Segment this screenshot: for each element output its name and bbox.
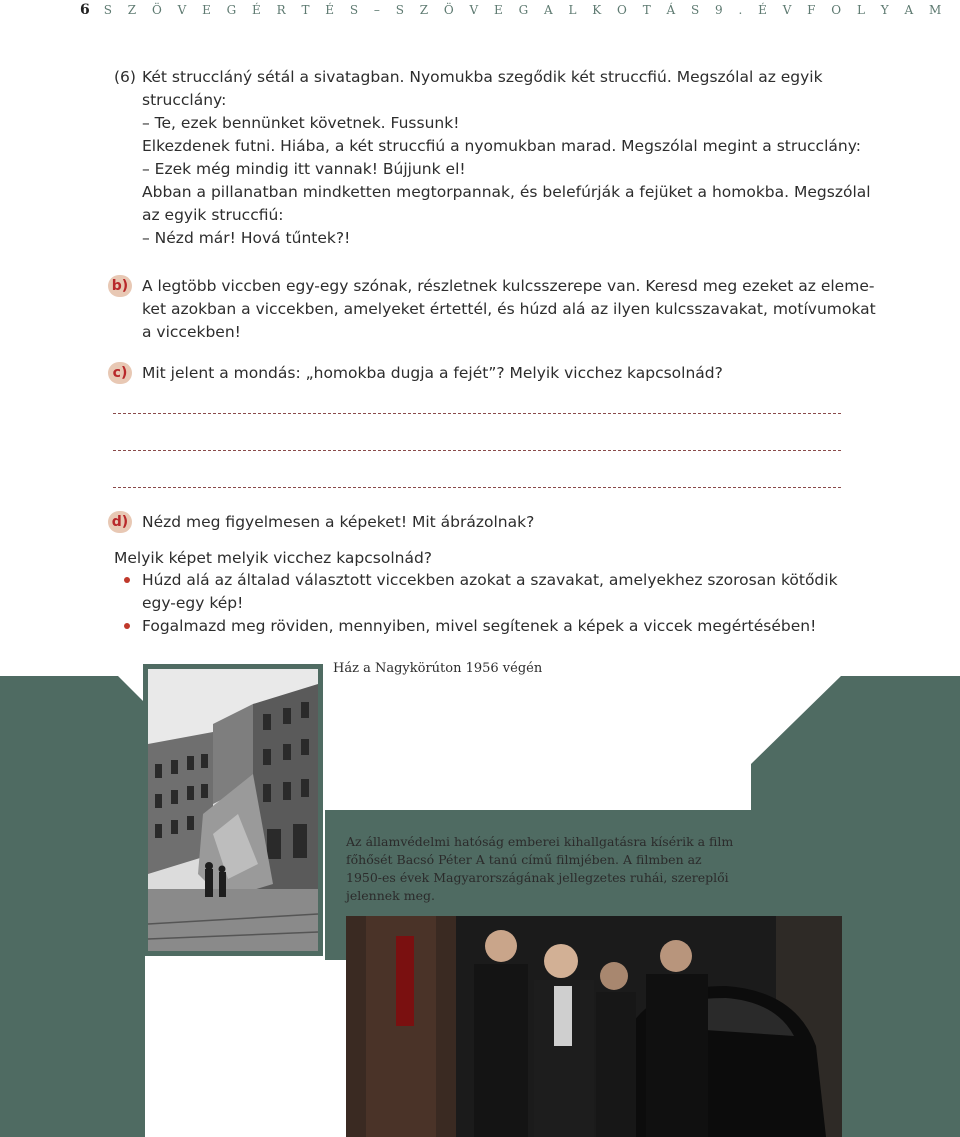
- task-d-bullet1-line: Húzd alá az általad választott viccekben azokat a szavakat, amelyekhez szorosan kötődik: [142, 571, 838, 589]
- bullet-icon: [124, 623, 130, 629]
- photo2-caption-line: Az államvédelmi hatóság emberei kihallgatásra kísérik a film: [346, 834, 734, 849]
- task-d-question: Melyik képet melyik vicchez kapcsolnád?: [114, 549, 433, 567]
- task-b-line: A legtöbb viccben egy-egy szónak, részletnek kulcsszerepe van. Keresd meg ezeket az eleme-: [142, 277, 875, 295]
- answer-line[interactable]: [113, 450, 841, 451]
- running-title: S Z Ö V E G É R T É S – S Z Ö V E G A L K O T Á S 9 . É V F O L Y A M: [103, 3, 948, 17]
- page-number: 6: [80, 2, 90, 18]
- task-b-line: ket azokban a viccekben, amelyeket értettél, és húzd alá az ilyen kulcsszavakat, motívumokat: [142, 300, 876, 318]
- photo2-caption-line: jelennek meg.: [346, 888, 435, 903]
- running-header: [80, 0, 947, 20]
- task-badge-c: c): [108, 362, 132, 384]
- photo2-caption-line: 1950-es évek Magyarországának jellegzetes ruhái, szereplői: [346, 870, 729, 885]
- answer-line[interactable]: [113, 413, 841, 414]
- task-badge-d: d): [108, 511, 132, 533]
- task-c-text: Mit jelent a mondás: „homokba dugja a fejét”? Melyik vicchez kapcsolnád?: [142, 364, 723, 382]
- joke-number: (6): [114, 68, 136, 86]
- photo2-caption-line: főhősét Bacsó Péter A tanú című filmjében. A filmben az: [346, 852, 702, 867]
- joke-line: – Te, ezek bennünket követnek. Fussunk!: [142, 114, 460, 132]
- joke-line: Két struccláný sétál a sivatagban. Nyomukba szegődik két struccfiú. Megszólal az egyik: [142, 68, 823, 86]
- joke-line: az egyik struccfiú:: [142, 206, 284, 224]
- task-b-line: a viccekben!: [142, 323, 241, 341]
- photo-ruined-house: [143, 664, 323, 956]
- task-d-bullet1-line: egy-egy kép!: [142, 594, 244, 612]
- photo-film-still: [346, 916, 842, 1137]
- photo1-caption: Ház a Nagykörúton 1956 végén: [333, 661, 543, 676]
- bullet-icon: [124, 577, 130, 583]
- task-d-bullet2: Fogalmazd meg röviden, mennyiben, mivel segítenek a képek a viccek megértésében!: [142, 617, 817, 635]
- joke-line: Abban a pillanatban mindketten megtorpannak, és belefúrják a fejüket a homokba. Megszólal: [142, 183, 871, 201]
- task-d-text: Nézd meg figyelmesen a képeket! Mit ábrázolnak?: [142, 513, 535, 531]
- joke-line: – Ezek még mindig itt vannak! Bújjunk el!: [142, 160, 466, 178]
- answer-line[interactable]: [113, 487, 841, 488]
- joke-line: – Nézd már! Hová tűntek?!: [142, 229, 351, 247]
- task-badge-b: b): [108, 275, 132, 297]
- joke-line: Elkezdenek futni. Hiába, a két struccfiú a nyomukban marad. Megszólal megint a strucclány:: [142, 137, 861, 155]
- joke-line: strucclány:: [142, 91, 227, 109]
